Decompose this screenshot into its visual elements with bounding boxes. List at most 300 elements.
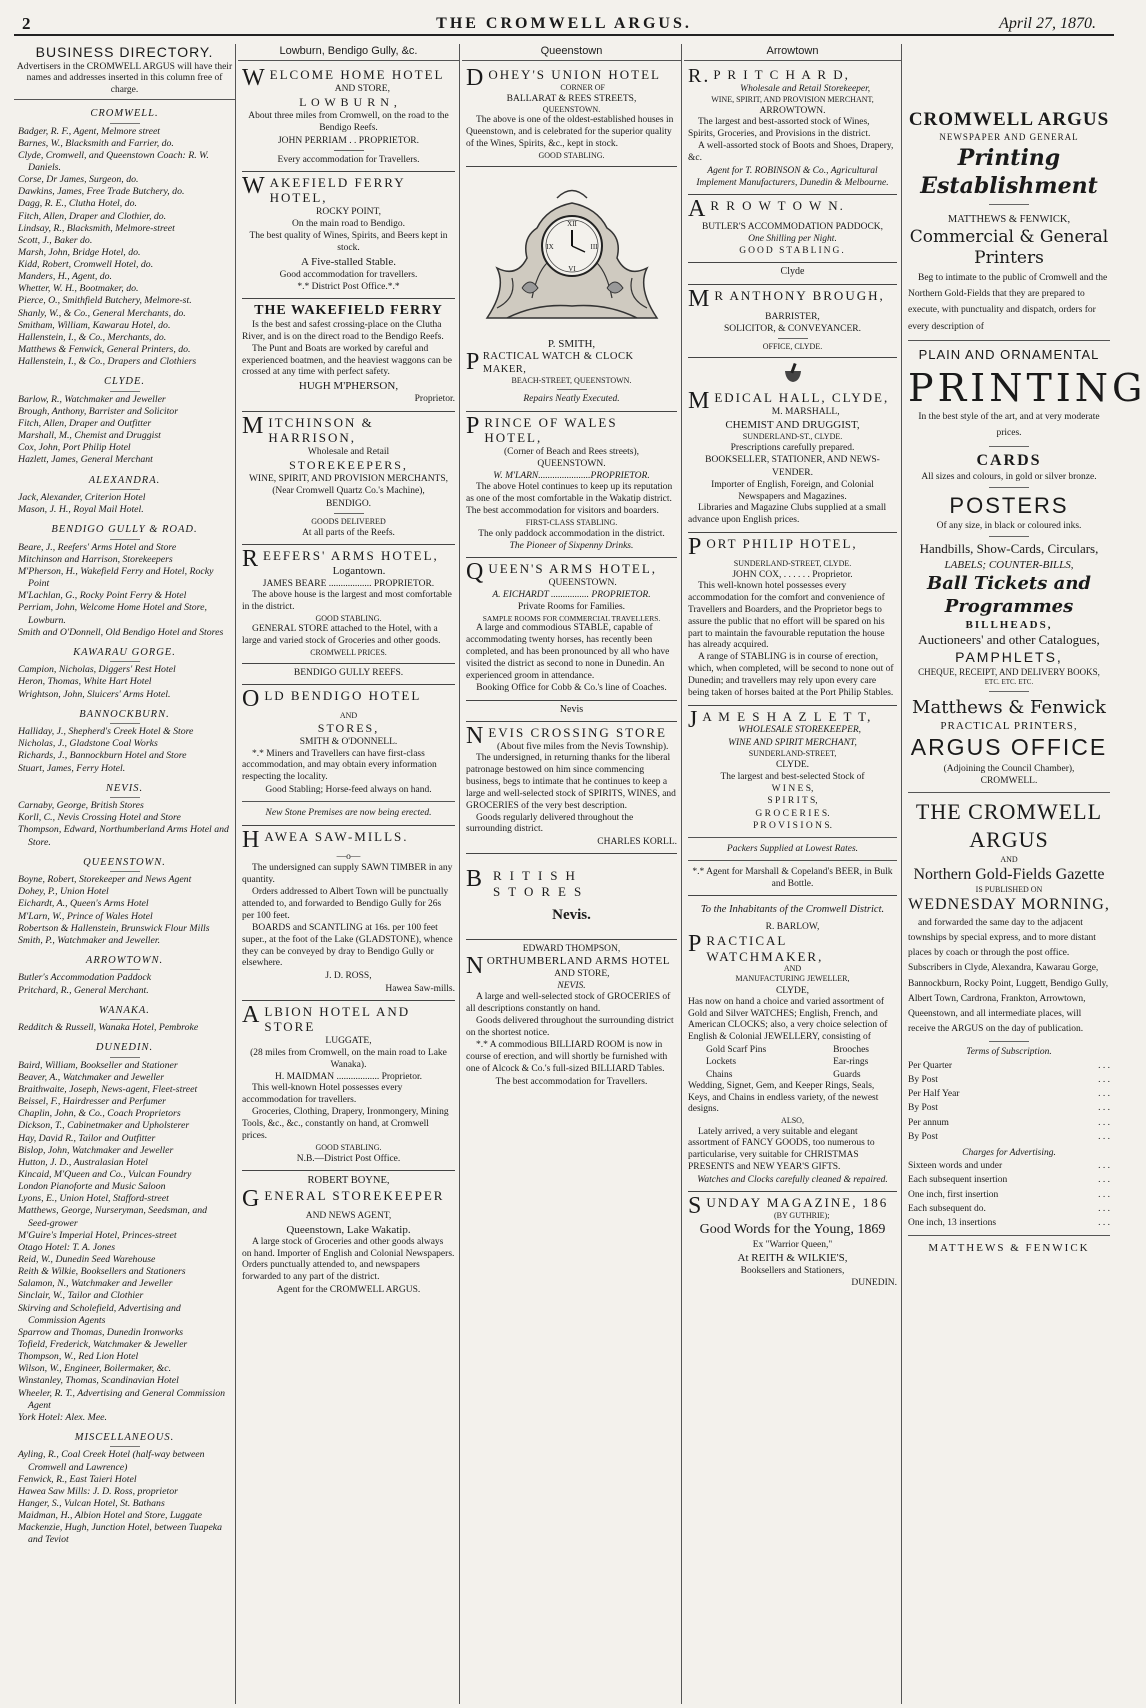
ad-title: LD BENDIGO HOTEL — [264, 688, 422, 704]
directory-entry: Beissel, F., Hairdresser and Perfumer — [18, 1096, 166, 1108]
printing-heading: PRINTING — [908, 366, 1146, 411]
ad-body: Has now on hand a choice and varied assortment of Gold and Silver WATCHES; English, French, and American CLOCKS; also, a very choice selection of English & Colonial JEWELLERY, consisting of — [688, 996, 888, 1043]
style-text: In the best style of the art, and at very moderate prices. — [918, 412, 1100, 439]
jewellery-list-right — [833, 1044, 897, 1080]
directory-entry: Smith and O'Donnell, Old Bendigo Hotel and Stores — [18, 626, 224, 638]
drop-cap: P — [466, 412, 482, 439]
distribution-text: and forwarded the same day to the adjacent townships by special express, and to more distant places by coach or through the post office. Subscribers in Clyde, Alexandra, Kawarau Gorge, Bannockburn, Rocky Point, Luggett, Bendigo Gully, Albert Town, Cardrona, Frankton, Arrowtown, Queenstown, and all intermediate places, will receive the ARGUS on the day of publication. — [908, 917, 1109, 1035]
ad-place: LUGGATE, — [325, 1035, 372, 1046]
rate-label: By Post — [908, 1131, 938, 1142]
charges-title: Charges for Advertising. — [962, 1148, 1056, 1159]
ad-proprietor: JAMES BEARE .................. PROPRIETOR. — [262, 578, 435, 589]
ad-title: OHEY'S UNION HOTEL — [488, 67, 662, 83]
ad-body: *.* Miners and Travellers can have first-class accommodation, and may obtain every information respecting the locality. — [242, 748, 437, 783]
ball-tickets: Ball Tickets and Programmes — [927, 573, 1091, 618]
drop-cap: P — [688, 930, 704, 957]
ad-title: LBION HOTEL AND STORE — [264, 1003, 411, 1035]
ad-note: (About five miles from the Nevis Township). — [496, 742, 669, 753]
directory-entry: Fitch, Allen, Draper and Clothier, do. — [18, 210, 167, 222]
drop-cap: M — [242, 412, 266, 439]
directory-entry: Sparrow and Thomas, Dunedin Ironworks — [18, 1326, 184, 1338]
ad-agent: *.* Agent for Marshall & Copeland's BEER, in Bulk and Bottle. — [692, 867, 893, 890]
ad-price: One Shilling per Night. — [748, 233, 837, 244]
ad-body: Orders addressed to Albert Town will be punctually attended to, and forwarded to Bendigo Gully for 26s per 100 feet. — [242, 887, 449, 921]
ad-body: A large and well-selected stock of GROCERIES of all descriptions constantly on hand. — [466, 992, 671, 1015]
ad-port-philip-hotel — [688, 533, 897, 706]
ad-title: A M E S H A Z L E T T, — [702, 708, 873, 724]
ad-body: This well-known hotel possesses every accommodation for the comfort and convenience of Travellers and Boarders, and the Proprietor begs to assure the public that no effort will be spared on his part to maintain the favourable reputation the house has already acquired. — [688, 581, 885, 651]
directory-entry: Fenwick, R., East Taieri Hotel — [18, 1473, 137, 1485]
ad-title: EVIS CROSSING STORE — [488, 725, 667, 741]
directory-entry: Richards, J., Bannockburn Hotel and Store — [18, 750, 187, 762]
and-line: AND — [1000, 854, 1018, 864]
rate-label: Each subsequent insertion — [908, 1175, 1008, 1186]
directory-entry: Lindsay, R., Blacksmith, Melmore-street — [18, 222, 175, 234]
directory-town-heading: NEVIS. — [18, 782, 231, 798]
svg-text:VI: VI — [567, 265, 576, 274]
ad-body: The undersigned, in returning thanks for the liberal patronage bestowed on him since commencing business, begs to intimate that he continues to keep a large and well-selected stock of SPIRITS, WINES, and GROCERIES of the very best description. — [466, 753, 676, 811]
rate-row — [908, 1216, 1110, 1230]
ad-line: WINE, SPIRIT, AND PROVISION MERCHANTS, — [248, 474, 449, 485]
directory-entry: Perriam, John, Welcome Home Hotel and Store, Lowburn. — [18, 602, 207, 626]
directory-entry: Tofield, Frederick, Watchmaker & Jeweller — [18, 1339, 188, 1350]
ad-stabling: GOOD STABLING. — [315, 613, 382, 623]
ads-column-queenstown — [462, 44, 682, 1704]
directory-entry: Baird, William, Bookseller and Stationer — [18, 1059, 178, 1071]
ad-title: AWEA SAW-MILLS. — [264, 828, 409, 844]
adjoining: (Adjoining the Council Chamber), — [943, 763, 1075, 774]
directory-entry: Wrightson, John, Sluicers' Arms Hotel. — [18, 688, 171, 700]
ad-name: P. SMITH, — [547, 337, 596, 350]
drop-cap: A — [688, 196, 708, 223]
directory-entry: Heron, Thomas, White Hart Hotel — [18, 676, 152, 688]
ad-body: The above Hotel continues to keep up its reputation as one of the most comfortable in the Wakatip district. The best accommodation for visitors and boarders. — [466, 482, 673, 517]
ad-big: STOREKEEPERS, — [289, 457, 408, 472]
ad-arrowtown-paddock — [688, 195, 897, 263]
rate-label: By Post — [908, 1103, 938, 1114]
ad-sample: SAMPLE ROOMS FOR COMMERCIAL TRAVELLERS. — [482, 613, 661, 623]
directory-intro: Advertisers in the CROMWELL ARGUS will have their names and addresses inserted in this column free of charge. — [14, 62, 235, 100]
ad-good-words: Good Words for the Young, 1869 — [699, 1222, 886, 1238]
ad-town: DUNEDIN. — [851, 1278, 897, 1289]
dot-leader: . . . — [1098, 1218, 1110, 1229]
ad-body: A range of STABLING is in course of erection, which, when completed, will be second to none out of Dunedin; and travellers may rely upon every care being taken of horses baited at the Port Philip Stables. — [688, 652, 894, 698]
ad-town: ARROWTOWN. — [759, 106, 826, 117]
directory-entry: Carnaby, George, British Stores — [18, 800, 144, 812]
drop-cap: O — [242, 686, 262, 713]
drop-cap: R — [242, 546, 261, 573]
ad-stabling: FIRST-CLASS STABLING. — [525, 517, 618, 527]
ad-office: OFFICE, CLYDE. — [762, 342, 823, 352]
ad-place: NEVIS. — [557, 981, 586, 992]
ad-body: The largest and best-selected Stock of — [720, 772, 865, 783]
svg-text:XII: XII — [566, 220, 577, 229]
rate-label: Sixteen words and under — [908, 1161, 1003, 1172]
drop-cap: M — [688, 388, 712, 415]
ad-wines: W I N E S, — [771, 784, 814, 795]
ad-title: ORT PHILIP HOTEL, — [706, 535, 858, 551]
ad-provisions: P R O V I S I O N S. — [752, 820, 832, 831]
directory-entry: Marshall, M., Chemist and Druggist — [18, 430, 161, 442]
rate-label: Per annum — [908, 1117, 949, 1128]
directory-entry: Beare, J., Reefers' Arms Hotel and Store — [18, 541, 177, 553]
directory-entry: Smitham, William, Kawarau Hotel, do. — [18, 319, 171, 331]
directory-entry: Reid, W., Dunedin Seed Warehouse — [18, 1254, 156, 1266]
drop-cap: Q — [466, 559, 486, 586]
ad-james-hazlett — [688, 706, 897, 897]
ad-subtitle: AND STORE, — [334, 83, 390, 94]
jewellery-item: Brooches — [833, 1045, 869, 1056]
ad-northumberland-arms — [466, 940, 677, 1093]
drop-cap: D — [466, 65, 486, 92]
ad-prices: CROMWELL PRICES. — [310, 647, 387, 657]
rate-row — [908, 1087, 1110, 1101]
ad-hawea-saw-mills — [242, 826, 455, 1001]
ad-body: A well-assorted stock of Boots and Shoes, Drapery, &c. — [688, 140, 894, 163]
ad-stabling: GOOD STABLING. — [315, 1142, 382, 1152]
drop-cap: P — [466, 349, 480, 376]
ad-name: J. D. ROSS, — [325, 971, 372, 982]
ad-spirits: S P I R I T S, — [767, 796, 818, 807]
directory-entry: Scott, J., Baker do. — [18, 234, 93, 246]
ad-town: CLYDE, — [775, 985, 810, 996]
directory-entry: Kidd, Robert, Cromwell Hotel, do. — [18, 259, 154, 271]
rate-row — [908, 1073, 1110, 1087]
ad-body: A large stock of Groceries and other goods always on hand. Importer of English and Colonial Newspapers. Orders punctually attended to, and newspapers forwarded to any part of the district. — [242, 1236, 455, 1283]
ad-town: CLYDE. — [775, 759, 810, 770]
ad-subtitle: Wholesale and Retail Storekeeper, — [740, 83, 871, 94]
handbills-line: Handbills, Show-Cards, Circulars, — [919, 541, 1099, 557]
drop-cap: H — [242, 826, 262, 853]
ad-line: WINE, SPIRIT, AND PROVISION MERCHANT, — [711, 94, 874, 104]
ad-names: SMITH & O'DONNELL. — [299, 737, 398, 748]
ad-only: The only paddock accommodation in the district. — [478, 529, 665, 540]
ad-note: (Near Cromwell Quartz Co.'s Machine), — [272, 486, 425, 497]
ad-title: RITISH STORES — [493, 868, 590, 900]
directory-entry: Clyde, Cromwell, and Queenstown Coach: R. W. Daniels. — [18, 149, 209, 173]
directory-entry: M'Lachlan, G., Rocky Point Ferry & Hotel — [18, 590, 187, 602]
ad-agent: Agent for T. ROBINSON & Co., Agricultural Implement Manufacturers, Dunedin & Melbourne. — [696, 165, 889, 188]
directory-entry: Winstanley, Thomas, Scandinavian Hotel — [18, 1375, 179, 1387]
pamphlets: PAMPHLETS, — [955, 648, 1063, 665]
directory-entry: Mason, J. H., Royal Mail Hotel. — [18, 504, 144, 516]
ad-book: BOOKSELLER, STATIONER, AND NEWS-VENDER. — [705, 455, 880, 478]
terms-list — [908, 1059, 1110, 1145]
ad-name: R. BARLOW, — [765, 921, 820, 932]
ad-name: M. MARSHALL, — [771, 406, 840, 417]
directory-entry: Whetter, W. H., Bootmaker, do. — [18, 283, 139, 295]
directory-entry: Dohey, P., Union Hotel — [18, 886, 109, 898]
ad-body: Goods delivered throughout the surrounding district on the shortest notice. — [466, 1016, 674, 1039]
dot-leader: . . . — [1098, 1189, 1110, 1200]
ad-title: EDICAL HALL, CLYDE, — [714, 390, 890, 406]
ad-stabling: Good Stabling; Horse-feed always on hand. — [265, 785, 432, 796]
ad-and: AND — [783, 964, 802, 974]
directory-entry: Hallenstein, I., & Co., Drapers and Clothiers — [18, 356, 197, 368]
ad-role: Hawea Saw-mills. — [385, 983, 455, 994]
ad-note: (28 miles from Cromwell, on the main road to Lake Wanaka). — [250, 1048, 447, 1071]
directory-entry: Thompson, W., Red Lion Hotel — [18, 1351, 139, 1363]
ad-queens-arms-hotel — [466, 558, 677, 700]
catalogues: Auctioneers' and other Catalogues, — [918, 632, 1100, 648]
svg-text:III: III — [590, 243, 597, 252]
ad-prince-of-wales-hotel — [466, 412, 677, 559]
ad-title: UNDAY MAGAZINE, 186 — [706, 1195, 889, 1211]
directory-entry: London Pianoforte and Music Saloon — [18, 1181, 166, 1193]
ad-proprietor: W. M'LARN......................PROPRIETOR. — [493, 471, 650, 482]
ad-booking: Booking Office for Cobb & Co.'s line of Coaches. — [476, 683, 667, 694]
directory-entry: Cox, John, Port Philip Hotel — [18, 442, 131, 454]
ad-body: Wedding, Signet, Gem, and Keeper Rings, Seals, Keys, and Chains in endless variety, of the newest designs. — [688, 1080, 879, 1115]
directory-entry: Manders, H., Agent, do. — [18, 271, 112, 283]
dot-leader: . . . — [1098, 1103, 1110, 1114]
ad-proprietor: H. MAIDMAN .................. Proprietor. — [275, 1072, 422, 1083]
directory-entry: Ayling, R., Coal Creek Hotel (half-way between Cromwell and Lawrence) — [18, 1449, 205, 1473]
directory-town-heading: ALEXANDRA. — [18, 474, 231, 490]
directory-town-heading: ARROWTOWN. — [18, 954, 231, 970]
directory-entry: Stuart, James, Ferry Hotel. — [18, 762, 126, 774]
dot-leader: . . . — [1098, 1089, 1110, 1100]
directory-entry: Eichardt, A., Queen's Arms Hotel — [18, 898, 149, 910]
argus-office: ARGUS OFFICE — [910, 734, 1108, 761]
ad-name: CHARLES KORLL. — [597, 837, 677, 848]
ad-name: HUGH M'PHERSON, — [298, 380, 399, 393]
directory-entry: Hallenstein, I., & Co., Merchants, do. — [18, 331, 167, 343]
ad-place: L O W B U R N , — [299, 94, 398, 109]
directory-entry: Matthews, George, Nurseryman, Seedsman, and Seed-grower — [18, 1205, 208, 1229]
ad-town: QUEENSTOWN. — [537, 458, 606, 469]
directory-entry: Pierce, O., Smithfield Butchery, Melmore-st. — [18, 295, 192, 307]
ad-subtitle: ROCKY POINT, — [316, 207, 381, 217]
ad-footer: Watches and Clocks carefully cleaned & repaired. — [697, 1175, 888, 1186]
ad-subtitle: Wholesale and Retail — [307, 446, 390, 457]
rate-label: By Post — [908, 1074, 938, 1085]
ad-arch-text: To the Inhabitants of the Cromwell District. — [700, 904, 885, 916]
ad-body: *.* A commodious BILLIARD ROOM is now in course of erection, and will shortly be furnished with one of Alcock & Co.'s full-sized BILLIARD Tables. — [466, 1039, 668, 1074]
ad-stabling: GOOD STABLING. — [739, 246, 846, 257]
directory-entry: M'Larn, W., Prince of Wales Hotel — [18, 910, 153, 922]
labels-line: LABELS; COUNTER-BILLS, — [944, 559, 1074, 572]
posters-heading: POSTERS — [949, 493, 1069, 519]
ad-title: P R I T C H A R D, — [713, 67, 850, 83]
nevis-heading: Nevis — [466, 701, 677, 723]
ad-title: EEFERS' ARMS HOTEL, — [263, 548, 439, 564]
drop-cap: J — [688, 706, 700, 733]
billheads: BILLHEADS, — [965, 619, 1053, 632]
ad-groceries: G R O C E R I E S. — [755, 808, 830, 819]
argus-printing-column — [904, 44, 1146, 1704]
directory-entry: Wheeler, R. T., Advertising and General Commission Agent — [18, 1387, 225, 1411]
directory-entry: Bislop, John, Watchmaker and Jeweller — [18, 1144, 174, 1156]
argus-subtitle: NEWSPAPER AND GENERAL — [939, 132, 1079, 143]
ad-and: AND — [339, 710, 358, 720]
mortar-pestle-icon — [781, 361, 805, 385]
directory-town-heading: CROMWELL. — [18, 107, 231, 123]
masthead — [14, 14, 1114, 36]
svg-text:IX: IX — [545, 243, 554, 252]
cards-heading: CARDS — [976, 451, 1042, 469]
ad-robert-boyne — [242, 1171, 455, 1301]
ads-column-lowburn — [238, 44, 460, 1704]
ad-title: RACTICAL WATCHMAKER, — [706, 932, 824, 964]
ad-body: Goods regularly delivered throughout the surrounding district. — [466, 812, 634, 835]
directory-entry: Wilson, W., Engineer, Boilermaker, &c. — [18, 1363, 172, 1375]
dot-leader: . . . — [1098, 1161, 1110, 1172]
ad-place: SUNDERLAND-STREET, CLYDE. — [733, 558, 852, 568]
cromwell-town: CROMWELL. — [980, 776, 1038, 787]
dot-leader: . . . — [1098, 1117, 1110, 1128]
directory-entry: Reith & Wilkie, Booksellers and Stationers — [18, 1266, 186, 1278]
ad-divider: —o— — [336, 852, 361, 863]
directory-entry: Korll, C., Nevis Crossing Hotel and Store — [18, 812, 181, 824]
column-heading: Arrowtown — [684, 44, 901, 61]
ad-proprietor: A. EICHARDT ................ PROPRIETOR. — [492, 590, 651, 601]
directory-entry: Dagg, R. E., Clutha Hotel, do. — [18, 198, 137, 210]
ad-ex: Ex "Warrior Queen," — [752, 1239, 833, 1250]
directory-entry: Barlow, R., Watchmaker and Jeweller — [18, 393, 166, 405]
directory-entry: Hawea Saw Mills: J. D. Ross, proprietor — [18, 1485, 178, 1497]
ad-also: ALSO, — [781, 1116, 804, 1126]
directory-entry: Nicholas, J., Gladstone Coal Works — [18, 738, 158, 750]
directory-entry: Sinclair, W., Tailor and Clothier — [18, 1290, 144, 1302]
ad-title: AKEFIELD FERRY HOTEL, — [269, 174, 406, 206]
ad-subtitle: MANUFACTURING JEWELLER, — [735, 974, 850, 984]
directory-entry: Maidman, H., Albion Hotel and Store, Luggate — [18, 1510, 202, 1522]
ad-anthony-brough — [688, 285, 897, 358]
directory-entry: Shanly, W., & Co., General Merchants, do. — [18, 307, 186, 319]
ad-reefers-arms — [242, 545, 455, 664]
directory-town-heading: QUEENSTOWN. — [18, 856, 231, 872]
ad-footer: Every accommodation for Travellers. — [277, 154, 420, 165]
directory-town-heading: KAWARAU GORGE. — [18, 646, 231, 662]
directory-entry: Chaplin, John, & Co., Coach Proprietors — [18, 1108, 181, 1120]
bottom-banner: MATTHEWS & FENWICK — [928, 1242, 1090, 1255]
clock-illustration — [466, 178, 677, 333]
page-number: 2 — [22, 14, 31, 33]
rate-row — [908, 1188, 1110, 1202]
drop-cap: B — [466, 866, 491, 893]
ad-medical-hall — [688, 358, 897, 532]
ornate-clock-icon — [477, 178, 667, 328]
rate-row — [908, 1173, 1110, 1187]
ad-pritchard — [688, 64, 897, 195]
ad-packers: Packers Supplied at Lowest Rates. — [726, 843, 859, 854]
ad-repairs: Repairs Neatly Executed. — [523, 394, 620, 405]
dot-leader: . . . — [1098, 1074, 1110, 1085]
ad-title: ELCOME HOME HOTEL — [269, 67, 445, 83]
ad-import: Importer of English, Foreign, and Colonial Newspapers and Magazines. — [711, 479, 874, 502]
ad-post: *.* District Post Office.*.* — [297, 281, 400, 292]
issue-date: April 27, 1870. — [999, 15, 1096, 32]
matthews-fenwick: Matthews & Fenwick — [912, 697, 1106, 719]
dot-leader: . . . — [1098, 1175, 1110, 1186]
ad-place: BEACH-STREET, QUEENSTOWN. — [511, 376, 632, 386]
cheque-books: CHEQUE, RECEIPT, AND DELIVERY BOOKS, — [918, 666, 1100, 677]
ad-old-bendigo-hotel — [242, 685, 455, 825]
ad-place: BENDIGO. — [325, 498, 372, 509]
ad-subtitle: BUTLER'S ACCOMMODATION PADDOCK, — [701, 221, 884, 232]
ad-street: SUNDERLAND-STREET, — [748, 748, 837, 758]
ad-sunday-magazine — [688, 1192, 897, 1294]
rate-row — [908, 1202, 1110, 1216]
newspaper-title: THE CROMWELL ARGUS. — [436, 15, 692, 32]
ad-subtitle: WHOLESALE STOREKEEPER, — [738, 725, 862, 736]
dot-leader: . . . — [1098, 1131, 1110, 1142]
directory-entry: Hazlett, James, General Merchant — [18, 454, 153, 466]
ad-title: UEEN'S ARMS HOTEL, — [488, 561, 658, 577]
ad-goods: GOODS DELIVERED — [311, 516, 386, 526]
directory-entry: Thompson, Edward, Northumberland Arms Hotel and Store. — [18, 824, 229, 848]
directory-entry: M'Guire's Imperial Hotel, Princes-street — [18, 1229, 177, 1241]
ad-welcome-home-hotel — [242, 64, 455, 172]
rate-row — [908, 1130, 1110, 1144]
directory-entry: Barnes, W., Blacksmith and Farrier, do. — [18, 137, 174, 149]
ad-body: The Punt and Boats are worked by careful and experienced boatmen, and the heaviest waggons can be crossed at any time with perfect safety. — [242, 343, 452, 378]
directory-town-heading: DUNEDIN. — [18, 1041, 231, 1057]
directory-entry: Mackenzie, Hugh, Junction Hotel, between Tuapeka and Teviot — [18, 1522, 223, 1546]
jewellery-item: Lockets — [706, 1057, 737, 1068]
directory-entry: York Hotel: Alex. Mee. — [18, 1411, 107, 1423]
ad-british-stores — [466, 854, 677, 939]
ad-note: (Corner of Beach and Rees streets), — [503, 446, 640, 457]
ad-body: Lately arrived, a very suitable and elegant assortment of FANCY GOODS, too numerous to particularise, very suitable for CHRISTMAS PRESENTS and NEW YEAR'S GIFTS. — [688, 1126, 875, 1173]
ad-proprietor: JOHN COX, . . . . . . Proprietor. — [732, 569, 853, 580]
directory-town-heading: BENDIGO GULLY & ROAD. — [18, 523, 231, 539]
drop-cap: S — [688, 1193, 704, 1220]
ad-by: (BY GUTHRIE); — [773, 1210, 830, 1220]
rate-label: Per Half Year — [908, 1089, 960, 1100]
ad-place: BALLARAT & REES STREETS, — [506, 93, 637, 104]
directory-entry: Otago Hotel: T. A. Jones — [18, 1241, 116, 1253]
ad-r-barlow — [688, 896, 897, 1192]
ad-place: SUNDERLAND-ST., CLYDE. — [742, 432, 843, 442]
ad-store: GENERAL STORE attached to the Hotel, with a large and varied stock of Groceries and other goods. — [242, 623, 441, 646]
drop-cap: N — [466, 723, 486, 750]
jewellery-item: Guards — [833, 1069, 861, 1080]
ad-at: At REITH & WILKIE'S, — [737, 1252, 848, 1265]
plain-ornamental: PLAIN AND ORNAMENTAL — [918, 346, 1100, 362]
rate-label: Per Quarter — [908, 1060, 953, 1071]
ad-rooms: Private Rooms for Families. — [517, 602, 626, 613]
dot-leader: . . . — [1098, 1060, 1110, 1071]
rate-label: Each subsequent do. — [908, 1203, 986, 1214]
ads-column-arrowtown — [684, 44, 902, 1704]
jewellery-list-left — [688, 1044, 766, 1080]
directory-town-heading: MISCELLANEOUS. — [18, 1431, 231, 1447]
practical-printers: PRACTICAL PRINTERS, — [940, 720, 1078, 733]
drop-cap: R. — [688, 65, 711, 88]
etc-line: ETC. ETC. ETC. — [984, 678, 1034, 687]
directory-entry: Robertson & Hallenstein, Brunswick Flour Mills — [18, 922, 210, 934]
ad-wakefield-ferry-hotel — [242, 172, 455, 299]
ad-albion-hotel — [242, 1001, 455, 1172]
directory-entry: Redditch & Russell, Wanaka Hotel, Pembroke — [18, 1022, 199, 1034]
directory-entry: Braithwaite, Joseph, News-agent, Fleet-street — [18, 1084, 198, 1096]
ad-body: The best quality of Wines, Spirits, and Beers kept in stock. — [249, 231, 448, 254]
directory-entry: Butler's Accommodation Paddock — [18, 972, 152, 984]
ad-subtitle: Booksellers and Stationers, — [740, 1266, 845, 1277]
published-on: IS PUBLISHED ON — [975, 885, 1043, 895]
ad-subtitle: AND NEWS AGENT, — [305, 1211, 392, 1222]
printing-establishment: Printing Establishment — [920, 144, 1098, 199]
ad-body: The above is one of the oldest-established houses in Queenstown, and is celebrated for the superior quality of the Wines, Spirits, &c., kept in stock. — [466, 115, 674, 150]
ad-title: RACTICAL WATCH & CLOCK MAKER, — [482, 351, 634, 375]
ad-p-smith-watchmaker — [466, 167, 677, 411]
rate-row — [908, 1116, 1110, 1130]
drop-cap: P — [688, 533, 704, 560]
ad-town: QUEENSTOWN. — [548, 578, 617, 589]
drop-cap: M — [688, 286, 712, 313]
